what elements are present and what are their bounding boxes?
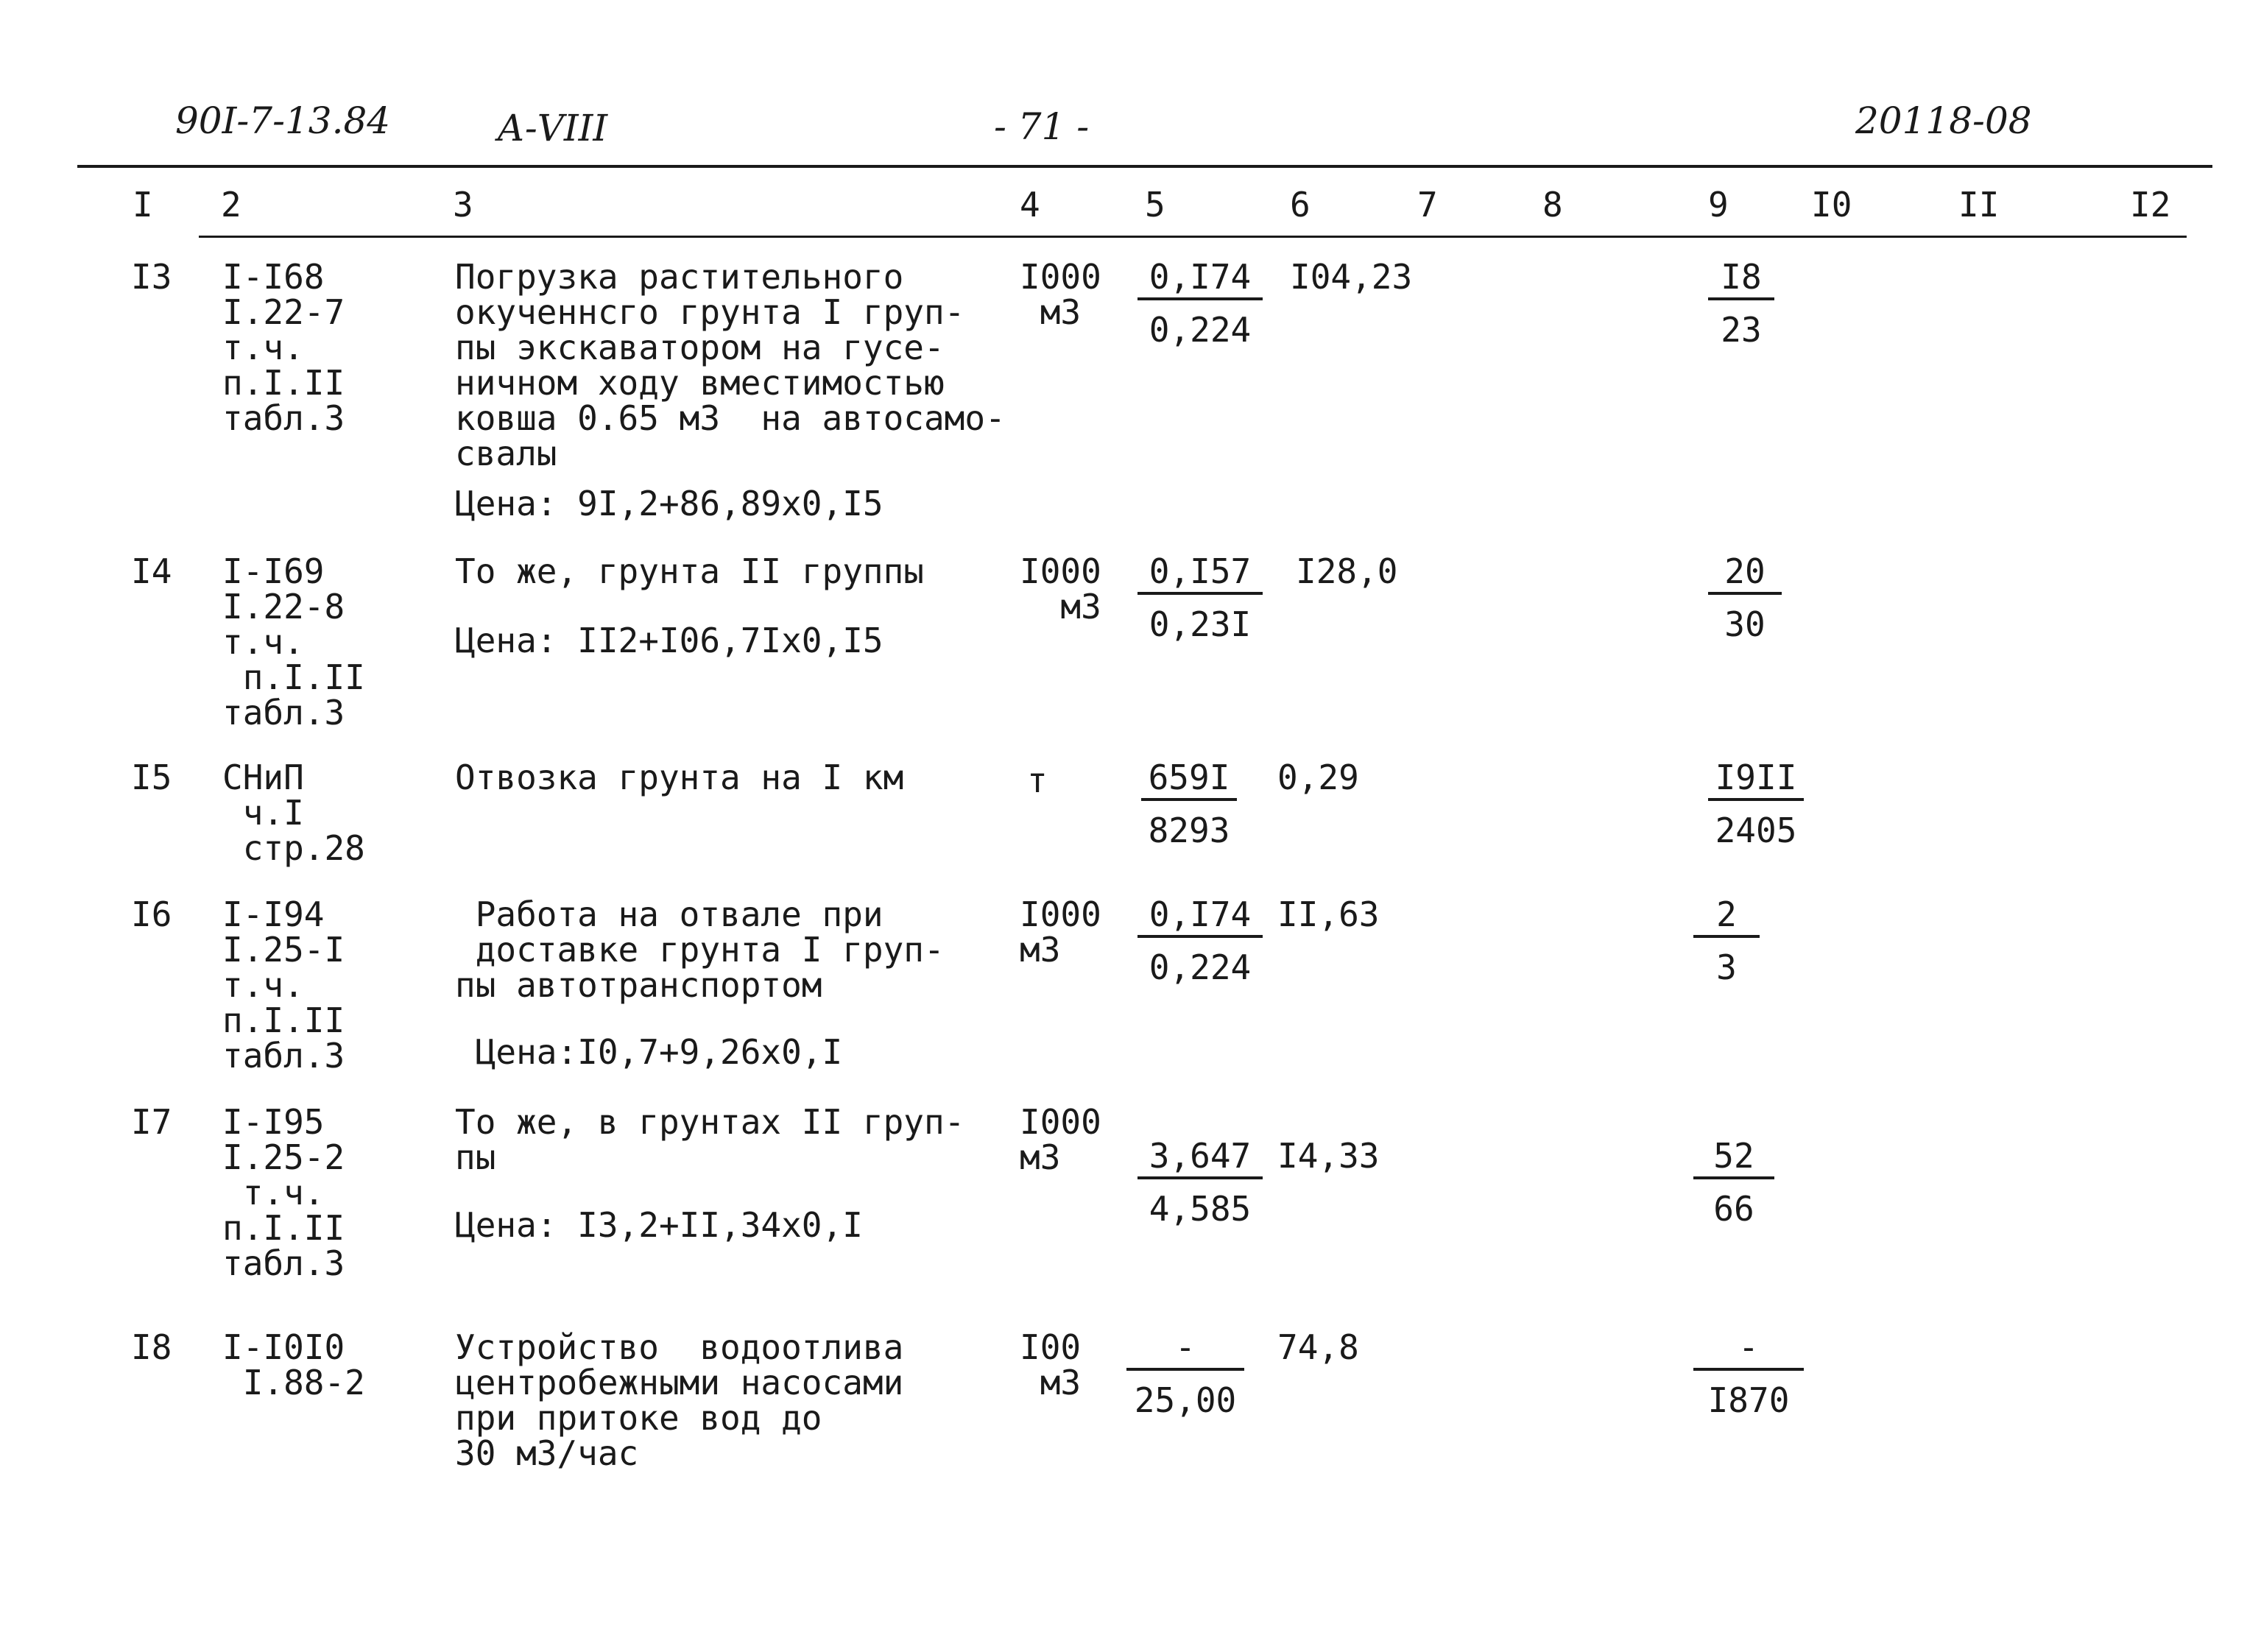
quantity-bottom: 0,224	[1149, 947, 1252, 987]
quantity-bottom: 25,00	[1134, 1380, 1237, 1420]
unit-rate: II,63	[1277, 894, 1380, 934]
quantity	[1141, 760, 1237, 848]
cost	[1693, 894, 1760, 987]
unit: I000 м3	[1020, 1102, 1101, 1177]
work-description: Отвозка грунта на I км	[455, 758, 904, 797]
header-top-rule	[77, 165, 2212, 168]
page-number: - 71 -	[994, 105, 1090, 148]
column-header-11: II	[1958, 185, 2000, 225]
norm-reference: СНиП ч.I стр.28	[222, 758, 365, 868]
document-code: 90I-7-13.84	[175, 99, 391, 142]
cost	[1708, 551, 1782, 644]
unit: I00 м3	[1020, 1327, 1082, 1402]
album-number: А-VIII	[497, 107, 608, 149]
column-header-9: 9	[1708, 185, 1729, 225]
unit-rate: 0,29	[1277, 758, 1359, 797]
column-header-8: 8	[1542, 185, 1563, 225]
quantity-top: -	[1126, 1330, 1244, 1371]
sheet-number: 20118-08	[1855, 99, 2032, 142]
norm-reference: I-I95 I.25-2 т.ч. п.I.II табл.3	[222, 1102, 345, 1283]
column-header-12: I2	[2130, 185, 2171, 225]
price-formula: Цена:I0,7+9,26x0,I	[455, 1032, 843, 1072]
cost-top: I8	[1708, 259, 1774, 300]
cost-bottom: 30	[1724, 604, 1766, 644]
column-header-5: 5	[1145, 185, 1165, 225]
cost-top: 20	[1708, 554, 1782, 595]
quantity	[1137, 551, 1263, 644]
column-header-1: I	[133, 185, 153, 225]
unit: I000 м3	[1020, 551, 1101, 626]
norm-reference: I-I0I0 I.88-2	[222, 1327, 365, 1402]
quantity-top: 3,647	[1137, 1138, 1263, 1179]
cost-top: -	[1693, 1330, 1804, 1371]
work-description: Устройство водоотлива центробежными насосами при притоке вод до 30 м3/час	[455, 1327, 904, 1473]
cost	[1693, 1327, 1804, 1420]
column-header-3: 3	[453, 185, 473, 225]
row-number: I4	[131, 551, 172, 591]
norm-reference: I-I94 I.25-I т.ч. п.I.II табл.3	[222, 894, 345, 1076]
row-number: I6	[131, 894, 172, 934]
unit-rate: I4,33	[1277, 1136, 1380, 1176]
quantity-bottom: 4,585	[1149, 1189, 1252, 1229]
column-header-6: 6	[1290, 185, 1311, 225]
quantity-bottom: 8293	[1148, 811, 1230, 850]
unit-rate: I04,23	[1290, 257, 1413, 297]
row-number: I8	[131, 1327, 172, 1367]
cost-bottom: I870	[1707, 1380, 1790, 1420]
work-description: Работа на отвале при доставке грунта I груп- пы автотранспортом	[455, 894, 945, 1005]
quantity	[1126, 1327, 1244, 1420]
quantity-top: 0,I57	[1137, 554, 1263, 595]
cost-top: I9II	[1708, 760, 1804, 801]
quantity	[1137, 257, 1263, 350]
cost-top: 52	[1693, 1138, 1774, 1179]
column-header-2: 2	[221, 185, 241, 225]
cost	[1708, 257, 1774, 350]
column-header-10: I0	[1811, 185, 1852, 225]
quantity	[1137, 1136, 1263, 1229]
row-number: I5	[131, 758, 172, 797]
quantity-top: 0,I74	[1137, 897, 1263, 938]
work-description: Погрузка растительного окученнсго грунта I груп- пы экскаватором на гусе- ничном ходу вместимостью ковша 0.65 м3 на автосамо- свалы	[455, 257, 1006, 473]
unit: I000 м3	[1020, 257, 1101, 332]
work-description: То же, грунта II группы	[455, 551, 924, 591]
norm-reference: I-I68 I.22-7 т.ч. п.I.II табл.3	[222, 257, 345, 438]
header-bottom-rule	[199, 236, 2187, 238]
cost-bottom: 3	[1716, 947, 1737, 987]
unit-rate: I28,0	[1296, 551, 1398, 591]
price-formula: Цена: 9I,2+86,89x0,I5	[455, 484, 883, 523]
column-header-7: 7	[1417, 185, 1438, 225]
cost-top: 2	[1693, 897, 1760, 938]
cost	[1693, 1136, 1774, 1229]
quantity-top: 0,I74	[1137, 259, 1263, 300]
price-formula: Цена: II2+I06,7Ix0,I5	[455, 621, 883, 660]
column-header-4: 4	[1020, 185, 1040, 225]
quantity-bottom: 0,23I	[1149, 604, 1252, 644]
unit-rate: 74,8	[1277, 1327, 1359, 1367]
cost	[1708, 760, 1804, 848]
cost-bottom: 66	[1713, 1189, 1754, 1229]
unit: I000 м3	[1020, 894, 1101, 970]
norm-reference: I-I69 I.22-8 т.ч. п.I.II табл.3	[222, 551, 365, 733]
quantity-top: 659I	[1141, 760, 1237, 801]
row-number: I3	[131, 257, 172, 297]
row-number: I7	[131, 1102, 172, 1142]
quantity-bottom: 0,224	[1149, 310, 1252, 350]
quantity	[1137, 894, 1263, 987]
price-formula: Цена: I3,2+II,34x0,I	[455, 1205, 863, 1245]
unit: т	[1027, 760, 1048, 800]
cost-bottom: 23	[1721, 310, 1762, 350]
cost-bottom: 2405	[1715, 811, 1797, 850]
work-description: То же, в грунтах II груп- пы	[455, 1102, 965, 1177]
